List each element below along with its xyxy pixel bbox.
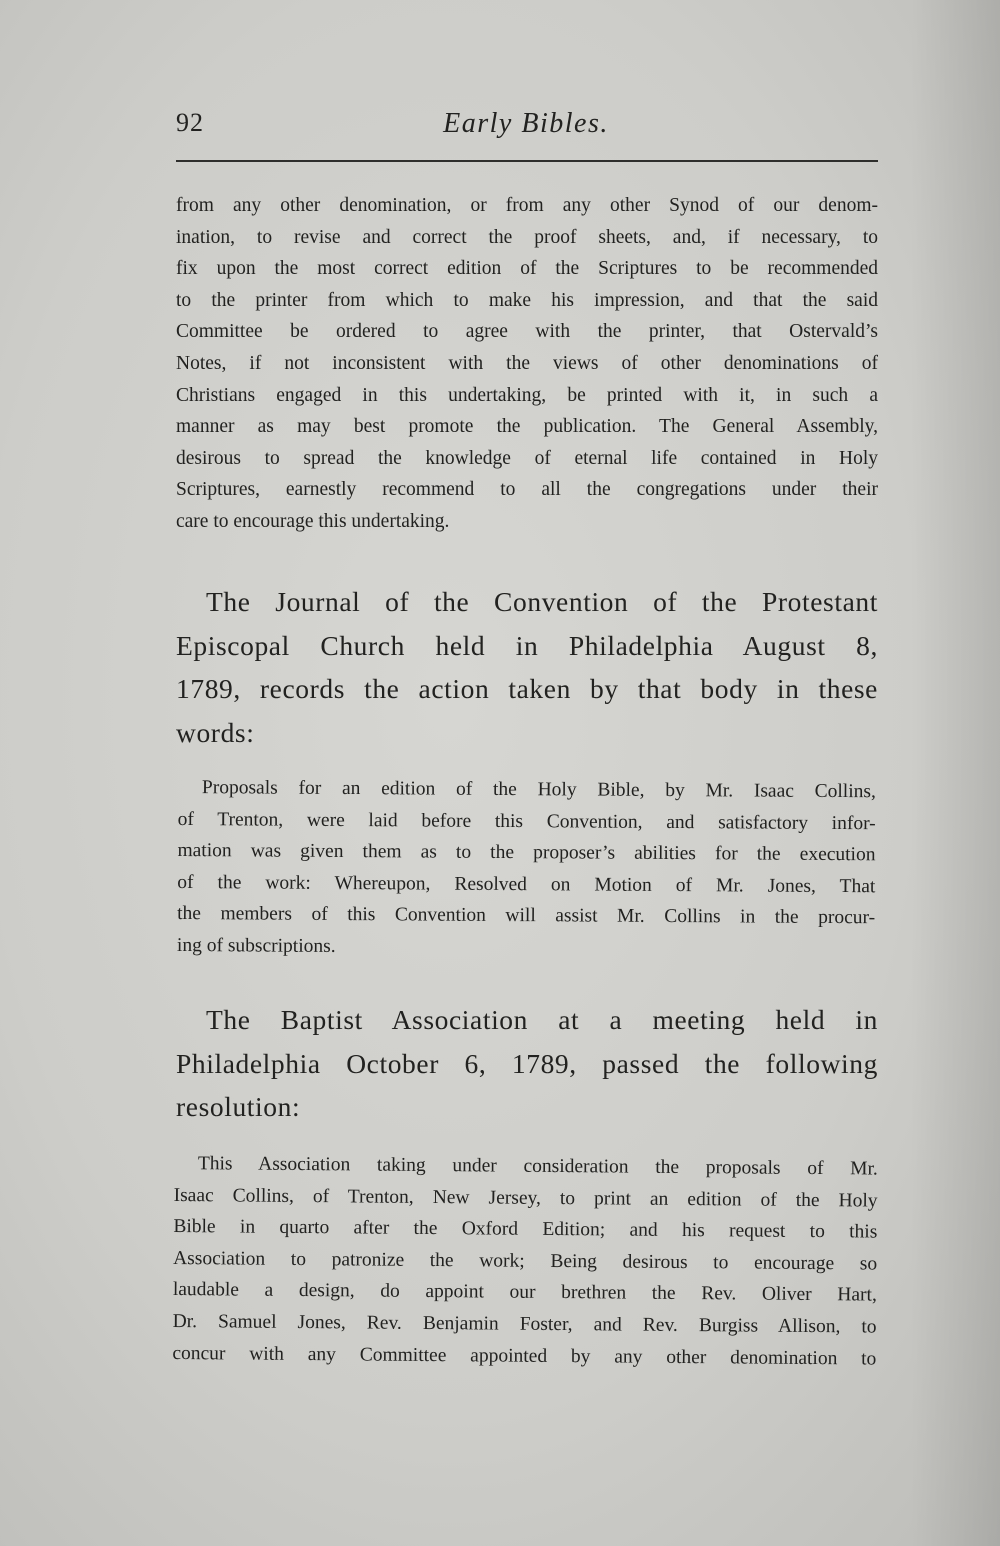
text-line: from any other denomination, or from any other Synod of our denom- (176, 195, 878, 216)
text-line: to the printer from which to make his impression, and that the said (176, 289, 878, 311)
text-line: Isaac Collins, of Trenton, New Jersey, to print an edition of the Holy (173, 1184, 878, 1212)
text-line: Notes, if not inconsistent with the views of other denominations of (176, 352, 878, 374)
text-line: Episcopal Church held in Philadelphia August 8, (176, 629, 878, 661)
text-line: concur with any Committee appointed by any other denomination to (172, 1342, 877, 1370)
text-line: care to encourage this undertaking. (176, 510, 450, 532)
quoted-passage-episcopal-resolution (177, 772, 876, 966)
page-header (176, 104, 876, 154)
text-line: This Association taking under consideration the proposals of Mr. (197, 1153, 878, 1180)
text-line: fix upon the most correct edition of the Scriptures to be recommended (176, 258, 878, 280)
body-paragraph-baptist-association (176, 998, 878, 1129)
quoted-passage-baptist-resolution (172, 1148, 878, 1375)
text-line: 1789, records the action taken by that body in these (176, 673, 878, 704)
text-line: mation was given them as to the proposer’s abilities for the execution (177, 840, 876, 866)
text-line: The Journal of the Convention of the Protestant (206, 586, 878, 617)
text-line: manner as may best promote the publication. The General Assembly, (176, 416, 878, 438)
page-number: 92 (176, 108, 204, 137)
text-line: laudable a design, do appoint our brethren the Rev. Oliver Hart, (172, 1279, 877, 1306)
text-line: The Baptist Association at a meeting held in (206, 1004, 878, 1035)
text-line: Committee be ordered to agree with the printer, that Ostervald’s (176, 321, 878, 343)
text-line: of Trenton, were laid before this Convention, and satisfactory infor- (177, 808, 876, 834)
text-line: Scriptures, earnestly recommend to all the congregations under their (176, 479, 878, 501)
text-line: words: (176, 716, 255, 748)
text-line: Christians engaged in this undertaking, be printed with it, in such a (176, 384, 878, 406)
page-edge-shadow (910, 0, 1000, 1546)
text-line: Association to patronize the work; Being desirous to encourage so (173, 1247, 878, 1275)
text-line: Philadelphia October 6, 1789, passed the following (176, 1047, 878, 1079)
text-line: Proposals for an edition of the Holy Bible, by Mr. Isaac Collins, (201, 777, 876, 803)
text-line: ing of subscriptions. (176, 934, 336, 957)
text-line: resolution: (176, 1091, 301, 1122)
header-rule (176, 160, 878, 162)
text-line: desirous to spread the knowledge of eternal life contained in Holy (176, 447, 878, 469)
text-line: the members of this Convention will assist Mr. Collins in the procur- (177, 903, 876, 929)
text-line: of the work: Whereupon, Resolved on Motion of Mr. Jones, That (177, 871, 876, 898)
text-line: Bible in quarto after the Oxford Edition; and his request to this (173, 1216, 878, 1243)
quoted-passage-general-assembly (176, 190, 878, 538)
running-title: Early Bibles. (443, 108, 609, 139)
text-line: ination, to revise and correct the proof sheets, and, if necessary, to (176, 226, 878, 248)
body-paragraph-episcopal-convention (176, 580, 878, 754)
text-line: Dr. Samuel Jones, Rev. Benjamin Foster, and Rev. Burgiss Allison, to (172, 1310, 877, 1338)
